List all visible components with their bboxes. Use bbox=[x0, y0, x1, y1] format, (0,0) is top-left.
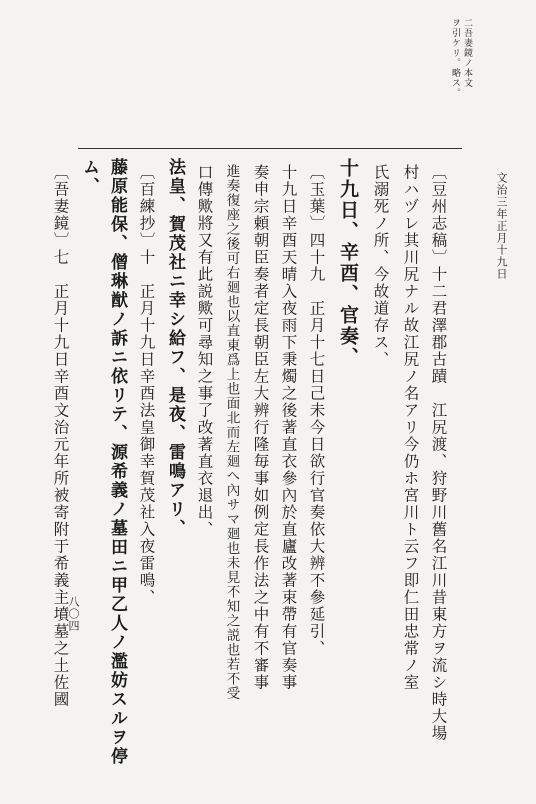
entry-heading-fujiwara-cont: ム、 bbox=[79, 158, 99, 196]
text-line-7: 奏申宗頼朝臣奏者定長朝臣左大辨行隆毎事如例定長作法之中有不審事 bbox=[251, 164, 270, 691]
header-rule bbox=[78, 148, 462, 149]
text-line-6: 十九日辛酉天晴入夜雨下秉燭之後著直衣參內於直廬改著束帶有官奏事 bbox=[279, 164, 298, 691]
header-note-2: ヲ引ケリ。略ス。 bbox=[450, 18, 460, 98]
text-line-9: 口傳歟將又有此説歟可尋知之事了改著直衣退出、 bbox=[195, 164, 214, 538]
text-line-14: 〔吾妻鏡〕七 正月十九日辛酉文治元年所被寄附于希義主墳墓之土佐國 bbox=[51, 164, 70, 708]
text-line-8: 進奏復座之後可右廻也以直東爲上也面北而左廻へ內サマ廻也未見不知之説也若不受 bbox=[223, 164, 240, 701]
entry-heading-fujiwara: 藤原能保、僧琳猷ノ訴ニ依リテ、源希義ノ墓田ニ甲乙人ノ濫妨スルヲ停 bbox=[107, 158, 127, 766]
text-line-3: 氏溺死ノ所、今故道存ス、 bbox=[371, 164, 390, 368]
text-line-1: 〔豆州志稿〕十二君澤郡古蹟 江尻渡、狩野川舊名江川昔東方ヲ流シ時大場 bbox=[429, 164, 448, 742]
page-number: 八〇四 bbox=[67, 596, 80, 632]
text-line-11: 〔百練抄〕十 正月十九日辛酉法皇御幸賀茂社入夜雷鳴、 bbox=[137, 164, 156, 606]
header-note-1: 二吾妻鏡ノ本文 bbox=[462, 18, 472, 88]
running-head: 文治三年正月十九日 bbox=[495, 172, 508, 280]
entry-heading-19: 十九日、辛酉、官奏、 bbox=[337, 158, 359, 368]
text-line-2: 村ハヅレ其川尻ナル故江尻ノ名アリ今仍ホ宮川ト云フ即仁田忠常ノ室 bbox=[401, 164, 420, 691]
entry-heading-houou: 法皇、賀茂社ニ幸シ給フ、是夜、雷鳴アリ、 bbox=[165, 158, 185, 538]
text-line-5: 〔玉葉〕四十九 正月十七日己未今日欲行官奏依大辨不參延引、 bbox=[307, 164, 326, 657]
